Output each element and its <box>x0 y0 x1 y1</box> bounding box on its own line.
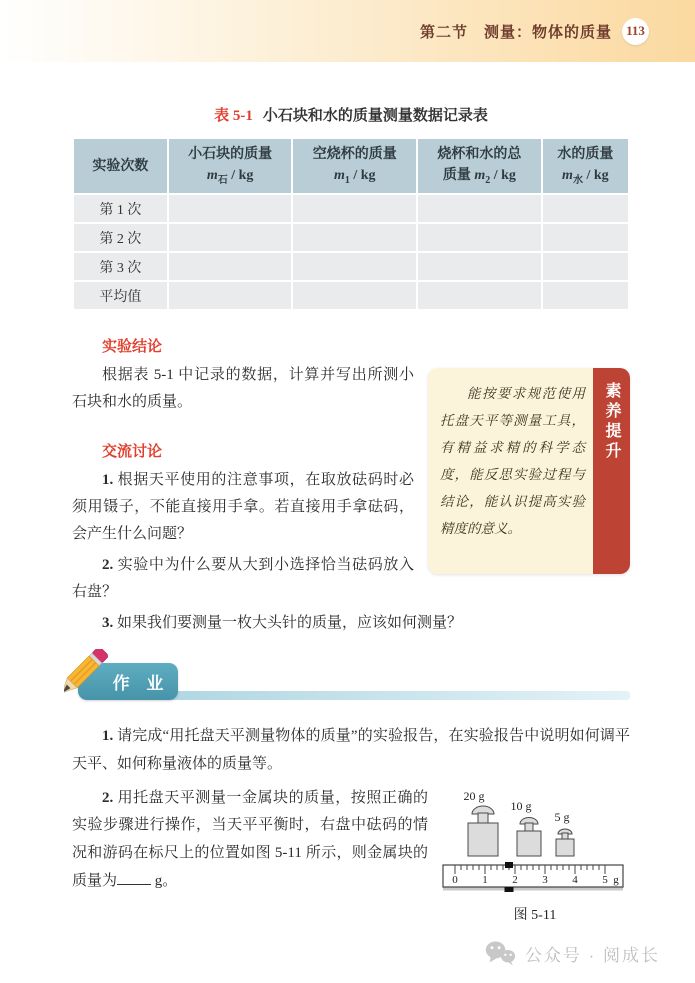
competency-text: 能按要求规范使用托盘天平等测量工具，有精益求精的科学态度，能反思实验过程与结论，能认识提高实验精度的意义。 <box>428 368 593 574</box>
ruler-unit-label: g <box>613 873 619 886</box>
answer-blank <box>117 872 151 885</box>
weight-10g-label: 10 g <box>510 798 532 813</box>
table-cell-empty <box>418 195 541 222</box>
table-cell-empty <box>169 253 292 280</box>
homework-item-1: 1. 请完成“用托盘天平测量物体的质量”的实验报告，在实验报告中说明如何调平天平、如何称量液体的质量等。 <box>72 728 630 772</box>
discussion-question-1: 1. 根据天平使用的注意事项，在取放砝码时必须用镊子，不能直接用手拿。若直接用手拿砝码，会产生什么问题？ <box>72 472 414 542</box>
figure-caption: 图 5-11 <box>513 907 557 923</box>
column-header-rock-mass: 小石块的质量 $m_石$ / kg <box>169 139 292 193</box>
discussion-heading: 交流讨论 <box>102 444 163 460</box>
table-cell-empty <box>418 253 541 280</box>
row-label-average: 平均值 <box>74 282 167 309</box>
table-title-text: 小石块和水的质量测量数据记录表 <box>262 108 488 124</box>
table-cell-empty <box>418 224 541 251</box>
table-cell-empty <box>418 282 541 309</box>
table-cell-empty <box>543 253 628 280</box>
page-number-badge: 113 <box>622 18 649 45</box>
ruler-label-1: 1 <box>482 873 488 886</box>
conclusion-paragraph: 根据表 5-1 中记录的数据，计算并写出所测小石块和水的质量。 <box>72 367 414 410</box>
table-cell-empty <box>543 282 628 309</box>
table-cell-empty <box>169 282 292 309</box>
row-label-trial-1: 第 1 次 <box>74 195 167 222</box>
table-cell-empty <box>293 195 416 222</box>
table-cell-empty <box>293 224 416 251</box>
table-cell-empty <box>169 224 292 251</box>
ruler-label-4: 4 <box>572 873 578 886</box>
row-label-trial-3: 第 3 次 <box>74 253 167 280</box>
rider-marker-top <box>505 862 513 868</box>
ruler-label-0: 0 <box>452 873 458 886</box>
column-header-empty-beaker-mass: 空烧杯的质量 $m_1$ / kg <box>293 139 416 193</box>
column-header-beaker-water-mass: 烧杯和水的总 质量 $m_2$ / kg <box>418 139 541 193</box>
homework-section <box>72 661 630 923</box>
weight-5g-label: 5 g <box>554 809 570 824</box>
homework-banner-bar <box>106 691 630 700</box>
balance-scale-figure <box>441 787 629 895</box>
conclusion-heading: 实验结论 <box>102 339 163 355</box>
column-header-trial: 实验次数 <box>74 139 167 193</box>
discussion-question-3: 3. 如果我们要测量一枚大头针的质量，应该如何测量？ <box>102 615 463 631</box>
table-cell-empty <box>543 195 628 222</box>
ruler-label-2: 2 <box>512 873 518 886</box>
rider-marker-bottom <box>505 887 514 892</box>
table-cell-empty <box>293 282 416 309</box>
homework-banner-chip: 作 业 <box>78 663 178 700</box>
figure-5-11 <box>440 787 630 924</box>
table-title <box>72 104 630 125</box>
table-header-row <box>74 139 628 193</box>
table-cell-empty <box>293 253 416 280</box>
column-header-water-mass: 水的质量 $m_水$ / kg <box>543 139 628 193</box>
ruler-label-5: 5 <box>602 873 608 886</box>
watermark <box>484 940 660 967</box>
pencil-icon <box>64 649 134 715</box>
competency-tab: 素养提升 <box>593 368 630 574</box>
homework-item-2: 2. 用托盘天平测量一金属块的质量，按照正确的实验步骤进行操作，当天平平衡时，右盘中砝码的情况和游码在标尺上的位置如图 5-11 所示，则金属块的质量为 g。 <box>72 789 428 889</box>
ruler-label-3: 3 <box>542 873 548 886</box>
weight-20g-label: 20 g <box>463 788 485 803</box>
weight-5g-icon <box>556 829 574 856</box>
page-header <box>0 0 695 62</box>
table-number-label: 表 5-1 <box>214 108 253 124</box>
section-title: 第二节 测量：物体的质量 <box>419 24 612 41</box>
table-row <box>74 253 628 280</box>
weight-10g-icon <box>517 817 541 856</box>
discussion-question-2: 2. 实验中为什么要从大到小选择恰当砝码放入右盘？ <box>72 557 414 600</box>
weight-20g-icon <box>468 806 498 856</box>
watermark-text: 公众号 · 阅成长 <box>524 946 660 965</box>
page-content <box>0 104 695 923</box>
table-cell-empty <box>169 195 292 222</box>
table-row <box>74 195 628 222</box>
wechat-icon <box>484 940 516 967</box>
table-row <box>74 282 628 309</box>
row-label-trial-2: 第 2 次 <box>74 224 167 251</box>
table-cell-empty <box>543 224 628 251</box>
measurement-record-table <box>72 137 630 311</box>
homework-banner <box>72 661 630 713</box>
competency-box <box>428 368 630 574</box>
table-row <box>74 224 628 251</box>
